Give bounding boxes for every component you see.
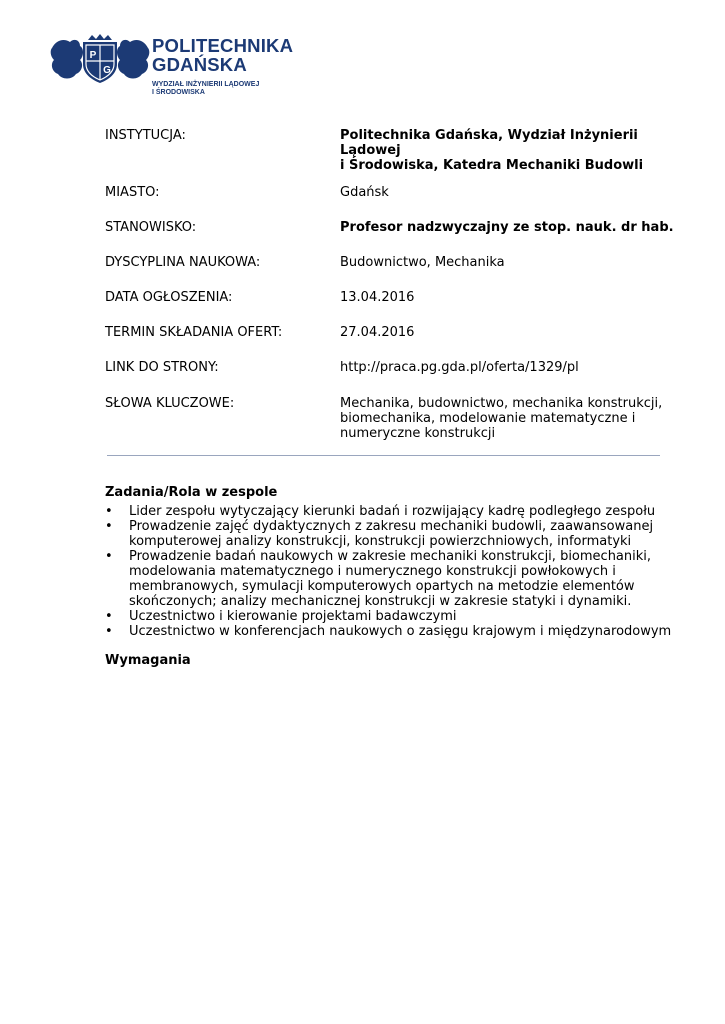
bullet-icon: •	[105, 624, 113, 639]
logo-text	[152, 36, 293, 97]
info-value-line: Profesor nadzwyczajny ze stop. nauk. dr hab.	[340, 220, 674, 235]
tasks-list	[105, 504, 695, 639]
info-value	[340, 360, 685, 396]
info-label: LINK DO STRONY:	[105, 360, 219, 375]
info-value-line: Budownictwo, Mechanika	[340, 255, 505, 270]
list-item-line: Lider zespołu wytyczający kierunki badań i rozwijający kadrę podległego zespołu	[129, 504, 656, 519]
list-item	[105, 549, 695, 609]
info-row-institution	[105, 128, 685, 185]
info-row-announcement-date	[105, 290, 685, 325]
list-item-line: membranowych, symulacji komputerowych opartych na metodzie elementów	[129, 579, 635, 594]
info-value-line: 27.04.2016	[340, 325, 415, 340]
bullet-icon: •	[105, 549, 113, 564]
info-value-line: Politechnika Gdańska, Wydział Inżynierii Lądowej	[340, 128, 638, 158]
list-item	[105, 504, 695, 519]
job-info-table	[105, 128, 685, 444]
info-row-keywords	[105, 396, 685, 444]
bullet-icon: •	[105, 504, 113, 519]
logo-name-line-1: POLITECHNIKA	[152, 35, 294, 56]
list-item-line: Uczestnictwo i kierowanie projektami badawczymi	[129, 609, 457, 624]
info-value	[340, 220, 685, 255]
list-item	[105, 519, 695, 549]
info-value	[340, 290, 685, 325]
info-label: MIASTO:	[105, 185, 160, 200]
emblem-letter-g: G	[103, 65, 111, 76]
list-item	[105, 609, 695, 624]
info-value-line: biomechanika, modelowanie matematyczne i	[340, 411, 636, 426]
list-item-line: Prowadzenie zajęć dydaktycznych z zakresu mechaniki budowli, zaawansowanej	[129, 519, 654, 534]
info-row-city	[105, 185, 685, 220]
requirements-heading: Wymagania	[105, 653, 191, 668]
list-item-line: Uczestnictwo w konferencjach naukowych o zasięgu krajowym i międzynarodowym	[129, 624, 672, 639]
info-label: DATA OGŁOSZENIA:	[105, 290, 233, 305]
info-label: SŁOWA KLUCZOWE:	[105, 396, 235, 411]
section-divider	[107, 455, 660, 456]
info-row-link	[105, 360, 685, 396]
offer-link[interactable]: http://praca.pg.gda.pl/oferta/1329/pl	[340, 360, 579, 375]
emblem-letter-p: P	[89, 50, 97, 61]
logo-dept-line-2: I ŚRODOWISKA	[152, 89, 205, 96]
info-row-deadline	[105, 325, 685, 360]
info-value-line: 13.04.2016	[340, 290, 415, 305]
info-value-line: Gdańsk	[340, 185, 389, 200]
info-row-discipline	[105, 255, 685, 290]
tasks-heading: Zadania/Rola w zespole	[105, 485, 278, 500]
info-label: DYSCYPLINA NAUKOWA:	[105, 255, 261, 270]
info-value	[340, 325, 685, 360]
info-value	[340, 396, 685, 444]
list-item-line: skończonych; analizy mechanicznej konstrukcji w zakresie statyki i dynamiki.	[129, 594, 632, 609]
info-value-line: numeryczne konstrukcji	[340, 426, 496, 441]
info-row-position	[105, 220, 685, 255]
info-value	[340, 128, 685, 185]
info-value-line: i Środowiska, Katedra Mechaniki Budowli	[340, 158, 644, 173]
university-logo	[50, 34, 294, 100]
bullet-icon: •	[105, 609, 113, 624]
university-emblem-icon	[50, 34, 150, 84]
info-label: STANOWISKO:	[105, 220, 197, 235]
info-value	[340, 185, 685, 220]
info-value-line: Mechanika, budownictwo, mechanika konstrukcji,	[340, 396, 663, 411]
logo-name-line-2: GDAŃSKA	[152, 54, 247, 75]
logo-dept-line-1: WYDZIAŁ INŻYNIERII LĄDOWEJ	[152, 81, 260, 88]
info-label: TERMIN SKŁADANIA OFERT:	[105, 325, 283, 340]
list-item-line: modelowania matematycznego i numerycznego konstrukcji powłokowych i	[129, 564, 616, 579]
info-value	[340, 255, 685, 290]
tasks-section	[105, 485, 695, 639]
requirements-section	[105, 653, 695, 668]
bullet-icon: •	[105, 519, 113, 534]
list-item-line: Prowadzenie badań naukowych w zakresie mechaniki konstrukcji, biomechaniki,	[129, 549, 652, 564]
list-item-line: komputerowej analizy konstrukcji, konstrukcji powierzchniowych, informatyki	[129, 534, 632, 549]
info-label: INSTYTUCJA:	[105, 128, 186, 143]
list-item	[105, 624, 695, 639]
